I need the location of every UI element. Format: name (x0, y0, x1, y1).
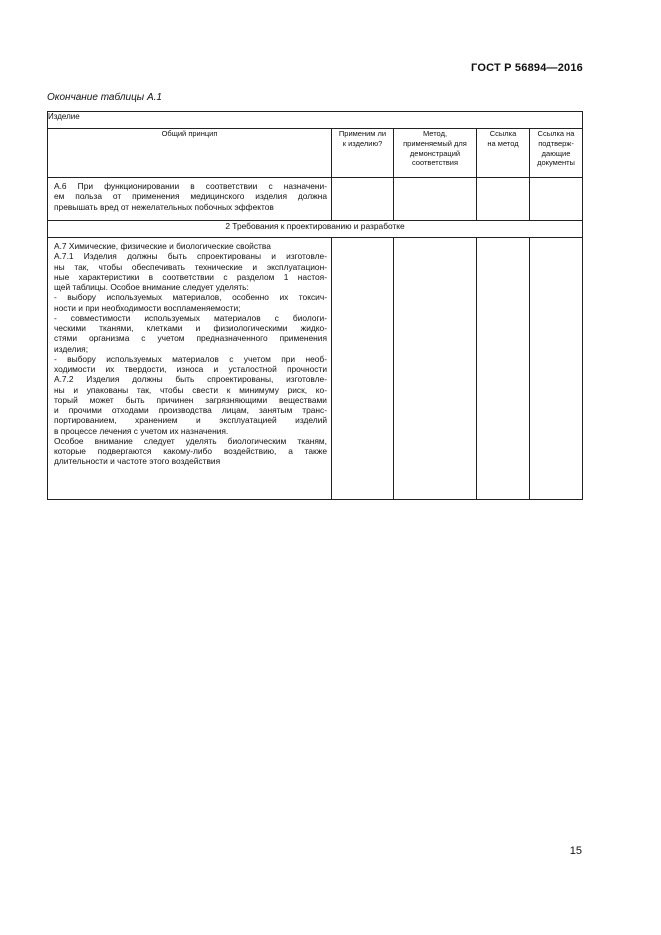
text-line: стями организма с учетом предназначенного применения (54, 333, 327, 344)
method-cell (394, 238, 477, 500)
method-cell (394, 178, 477, 221)
header-reference-method (477, 129, 530, 178)
table-caption: Окончание таблицы А.1 (47, 92, 162, 103)
text-line: щей таблицы. Особое внимание следует уделять: (54, 282, 249, 292)
header-method (394, 129, 477, 178)
header-applicable (332, 129, 394, 178)
header-reference-docs-line: документы (537, 158, 575, 168)
product-label: Изделие (48, 112, 583, 129)
text-line: ходимости их твердости, износа и усталостной прочности (54, 364, 327, 374)
text-line: А.7.2 Изделия должны быть спроектированы, изготовле- (54, 374, 327, 385)
text-line: длительности и частоте этого воздействия (54, 456, 221, 467)
principle-cell-a6 (48, 178, 332, 221)
header-method-line: Метод, (422, 129, 448, 138)
text-line: изделия; (54, 343, 89, 354)
text-line: и прочими отходами производства лицам, занятым транс- (54, 405, 327, 415)
reference-docs-cell (530, 238, 583, 500)
standard-code: ГОСТ Р 56894—2016 (471, 62, 583, 74)
text-line: портированием, хранением и эксплуатацией изделий (54, 415, 327, 426)
text-line: ности и при необходимости воспламеняемости; (54, 302, 241, 313)
header-reference-docs-line: Ссылка на (537, 129, 575, 138)
header-applicable-line: к изделию? (342, 138, 383, 148)
text-line: Особое внимание следует уделять биологическим тканям, (54, 435, 327, 446)
header-reference-docs (530, 129, 583, 178)
reference-docs-cell (530, 178, 583, 221)
text-line: которые подвергаются какому-либо воздействию, а также (54, 446, 327, 456)
header-reference-docs-line: дающие (541, 148, 571, 158)
header-method-line: соответствия (411, 158, 459, 168)
header-method-line: применяемый для (403, 138, 467, 148)
product-row (48, 112, 583, 129)
text-line: ные характеристики в соответствии с разделом 1 настоя- (54, 271, 327, 282)
requirements-table (47, 111, 583, 500)
applicable-cell (332, 238, 394, 500)
header-principle: Общий принцип (48, 129, 332, 178)
reference-method-cell (477, 178, 530, 221)
table-row-a7 (48, 238, 583, 500)
section-row (48, 221, 583, 238)
page-number: 15 (569, 845, 582, 857)
header-method-line: демонстраций (409, 148, 461, 158)
header-reference-docs-line: подтверж- (538, 138, 574, 148)
header-applicable-line: Применим ли (338, 129, 387, 138)
text-line: в процессе лечения с учетом их назначения. (54, 425, 229, 436)
text-line: А.6 При функционировании в соответствии с назначени- (54, 181, 327, 191)
table-row-a6 (48, 178, 583, 221)
header-reference-method-line: Ссылка (489, 129, 517, 138)
text-line: - выбору используемых материалов, особенно их токсич- (54, 292, 327, 303)
text-line: превышать вред от нежелательных побочных эффектов (54, 201, 274, 212)
text-line: ческими тканями, клетками и физиологическими жидко- (54, 323, 327, 333)
applicable-cell (332, 178, 394, 221)
text-line: ны и упакованы так, чтобы свести к минимуму риск, ко- (54, 384, 327, 395)
text-line: ны так, чтобы обеспечивать технические и эксплуатацион- (54, 261, 327, 272)
text-line: ем польза от применения медицинского изделия должна (54, 191, 327, 202)
principle-cell-a7 (48, 238, 332, 500)
text-line: А.7.1 Изделия должны быть спроектированы и изготовле- (54, 251, 327, 262)
reference-method-cell (477, 238, 530, 500)
section-title: 2 Требования к проектированию и разработке (48, 221, 583, 238)
header-row (48, 129, 583, 178)
text-line: - совместимости используемых материалов с биологи- (54, 312, 327, 323)
text-line: - выбору используемых материалов с учетом при необ- (54, 353, 327, 364)
header-reference-method-line: на метод (487, 138, 519, 148)
text-line: торый может быть причинен загрязняющими веществами (54, 394, 327, 405)
text-line: А.7 Химические, физические и биологические свойства (54, 241, 271, 251)
